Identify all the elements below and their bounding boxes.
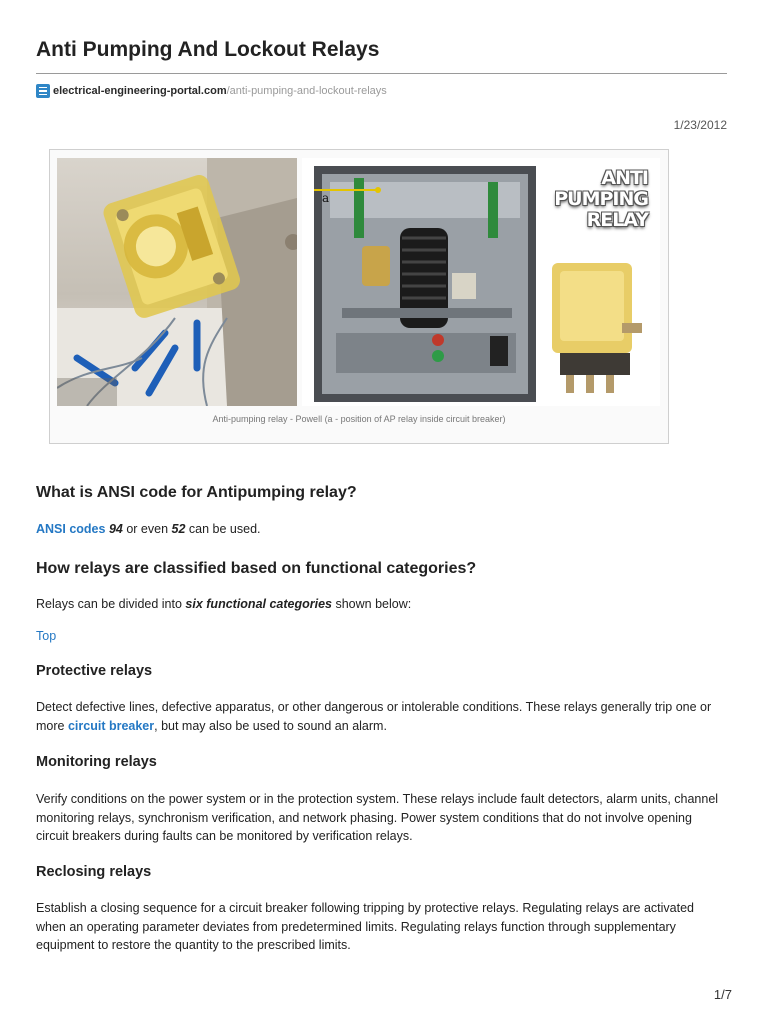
page-number: 1/7 (713, 987, 732, 1002)
breaker-photo-right (302, 158, 660, 406)
top-link[interactable]: Top (36, 629, 57, 643)
figure-label-a: a (322, 191, 330, 205)
ansi-code-94: 94 (108, 522, 123, 536)
protective-text-start: Detect defective lines, defective apparatus, or other dangerous or intolerable conditions. These relays generally trip one or more (36, 700, 712, 733)
monitoring-relays-text: Verify conditions on the power system or in the protection system. These relays include fault detectors, alarm units, channel monitoring relays, synchronism verification, and network phasing. Power system conditions that do not involve opening circuit breakers during faults can be monitored by verification relays. (36, 792, 719, 843)
source-path: /anti-pumping-and-lockout-relays (226, 85, 387, 97)
heading-ansi-code: What is ANSI code for Antipumping relay? (36, 484, 357, 501)
relay-closeup-illustration (57, 158, 297, 406)
ansi-code-paragraph (36, 520, 727, 539)
intro-start: Relays can be divided into (36, 597, 182, 611)
relay-photo-left (57, 158, 297, 406)
source-line (36, 84, 387, 98)
ansi-can-be-used: can be used. (188, 522, 261, 536)
intro-end: shown below: (335, 597, 412, 611)
overlay-line-2: PUMPING (554, 188, 648, 210)
reclosing-relays-text: Establish a closing sequence for a circuit breaker following tripping by protective relays. Regulating relays are activated when an operating parameter deviates from predetermined limits. Regulating relays function through supplementary equipment to restore the quantity to the prescribed limits. (36, 901, 694, 952)
title-divider (36, 73, 727, 74)
ansi-or-even: or even (126, 522, 169, 536)
source-domain-link[interactable]: electrical-engineering-portal.com (53, 85, 227, 97)
intro-emphasis: six functional categories (185, 597, 332, 611)
protective-relays-text (36, 698, 727, 735)
heading-functional-categories: How relays are classified based on functional categories? (36, 560, 477, 577)
overlay-line-3: RELAY (586, 209, 648, 231)
document-page (36, 0, 727, 1024)
figure (49, 149, 669, 444)
categories-intro (36, 595, 727, 614)
heading-protective-relays: Protective relays (36, 663, 153, 679)
figure-caption: Anti-pumping relay - Powell (a - position of AP relay inside circuit breaker) (212, 414, 506, 424)
heading-monitoring-relays: Monitoring relays (36, 754, 157, 770)
overlay-line-1: ANTI (601, 167, 648, 189)
protective-text-end: , but may also be used to sound an alarm. (154, 718, 387, 733)
ansi-code-52: 52 (171, 522, 186, 536)
publish-date: 1/23/2012 (673, 118, 727, 132)
circuit-breaker-link[interactable]: circuit breaker (67, 718, 155, 733)
figure-overlay-title (554, 168, 648, 231)
heading-reclosing-relays: Reclosing relays (36, 864, 152, 880)
ansi-codes-link[interactable]: ANSI codes (36, 522, 106, 536)
document-icon (36, 84, 50, 98)
page-title: Anti Pumping And Lockout Relays (36, 38, 380, 61)
